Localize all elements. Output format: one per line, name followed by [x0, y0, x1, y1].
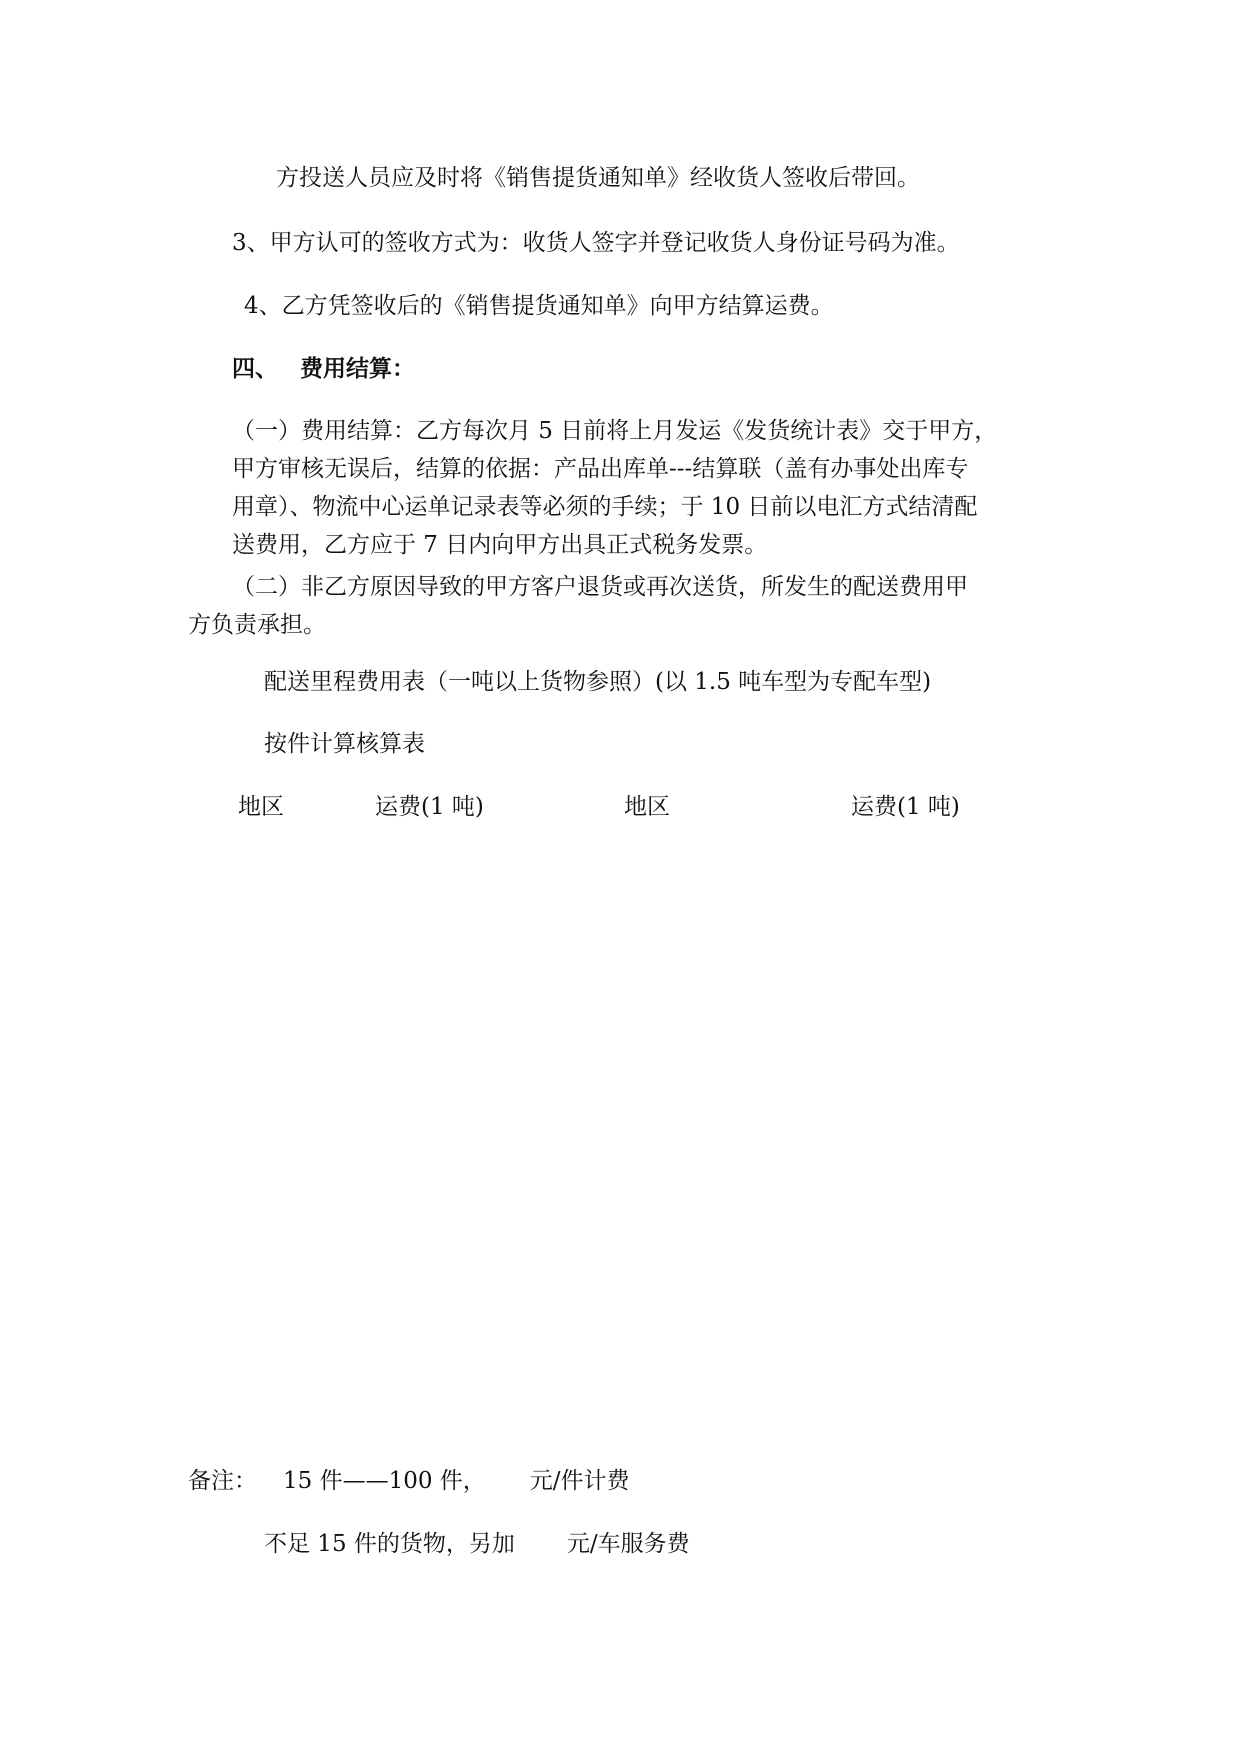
remarks-label: 备注： — [188, 1468, 257, 1494]
settlement-item-1-line: 甲方审核无误后，结算的依据：产品出库单---结算联（盖有办事处出库专 — [232, 456, 969, 482]
section-four-number: 四、 — [232, 355, 278, 382]
clause-continuation: 方投送人员应及时将《销售提货通知单》经收货人签收后带回。 — [276, 165, 920, 191]
fee-table-header-region-1: 地区 — [238, 794, 284, 820]
fee-table-header-fee-2: 运费(1 吨) — [851, 794, 960, 820]
settlement-item-2-line: （二）非乙方原因导致的甲方客户退货或再次送货，所发生的配送费用甲 — [232, 574, 968, 600]
clause-3: 3、甲方认可的签收方式为：收货人签字并登记收货人身份证号码为准。 — [232, 230, 960, 256]
settlement-item-1-line: 送费用，乙方应于 7 日内向甲方出具正式税务发票。 — [232, 532, 768, 558]
fee-table-header-fee-1: 运费(1 吨) — [375, 794, 484, 820]
fee-table-header-region-2: 地区 — [624, 794, 670, 820]
settlement-item-1-line: 用章）、物流中心运单记录表等必须的手续；于 10 日前以电汇方式结清配 — [232, 494, 978, 520]
remarks-under-15: 不足 15 件的货物，另加 — [264, 1531, 515, 1557]
fee-table-subtitle: 按件计算核算表 — [264, 731, 425, 757]
remarks-unit-rate: 元/件计费 — [529, 1468, 630, 1494]
fee-table-title: 配送里程费用表（一吨以上货物参照）(以 1.5 吨车型为专配车型) — [264, 669, 932, 695]
settlement-item-2-line: 方负责承担。 — [188, 612, 326, 638]
settlement-item-2 — [188, 568, 968, 644]
section-four-title: 费用结算： — [300, 355, 415, 382]
remarks-service-fee: 元/车服务费 — [566, 1531, 690, 1557]
settlement-item-1 — [232, 412, 997, 564]
remarks-line-1 — [188, 1464, 630, 1498]
remarks-line-2 — [264, 1527, 690, 1561]
remarks-range: 15 件——100 件， — [283, 1468, 486, 1494]
settlement-item-1-line: （一）费用结算：乙方每次月 5 日前将上月发运《发货统计表》交于甲方， — [232, 418, 998, 444]
section-four-heading — [232, 352, 415, 386]
clause-4: 4、乙方凭签收后的《销售提货通知单》向甲方结算运费。 — [244, 293, 834, 319]
